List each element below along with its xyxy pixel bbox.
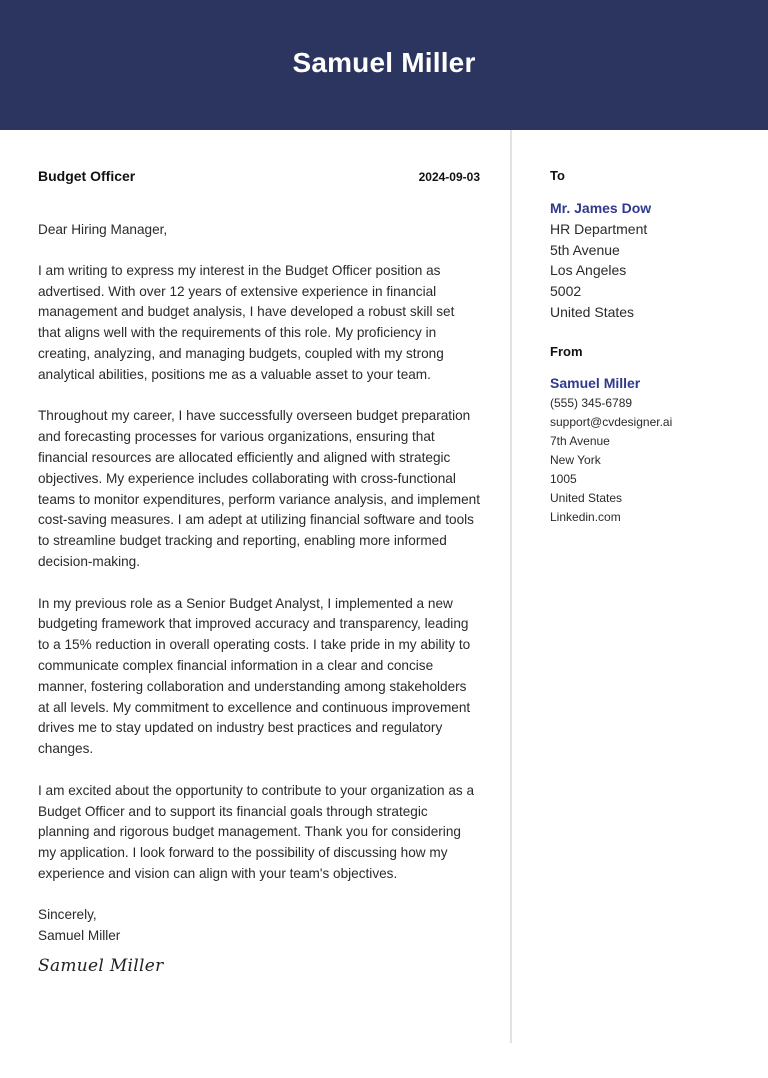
applicant-name-heading: Samuel Miller: [292, 47, 476, 78]
paragraph-1: I am writing to express my interest in the Budget Officer position as advertised. With over 12 years of extensive experience in financial management and budget analysis, I have developed a robust skill set that aligns well with the requirements of this role. My proficiency in creating, analyzing, and managing budgets, coupled with my strong analytical abilities, positions me as a valuable asset to your team.: [38, 262, 455, 382]
sender-street: 7th Avenue: [550, 433, 610, 448]
recipient-country: United States: [550, 303, 635, 320]
letter-date: 2024-09-03: [418, 170, 480, 184]
handwritten-signature: Samuel Miller: [38, 956, 164, 977]
paragraph-3: In my previous role as a Senior Budget Analyst, I implemented a new budgeting framework that improved accuracy and transparency, leading to a 15% reduction in overall operating costs. I take pride in my ability to communicate complex financial information in a clear and concise manner, fostering collaboration and understanding among stakeholders at all levels. My commitment to excellence and continuous improvement drives me to stay updated on industry best practices and regulatory changes.: [38, 595, 471, 757]
sender-linkedin-link[interactable]: Linkedin.com: [550, 509, 621, 524]
recipient-street: 5th Avenue: [550, 241, 620, 258]
recipient-block: [550, 168, 750, 323]
sender-email[interactable]: support@cvdesigner.ai: [550, 414, 673, 429]
closing-block: [38, 905, 480, 947]
sender-city: New York: [550, 452, 601, 467]
recipient-name: Mr. James Dow: [550, 200, 652, 216]
column-divider: [510, 130, 512, 1043]
letter-text: [38, 220, 480, 885]
recipient-zip: 5002: [550, 283, 582, 300]
paragraph-2: Throughout my career, I have successfully overseen budget preparation and forecasting processes for various organizations, ensuring that financial resources are allocated efficiently and aligned with strategic objectives. My experience includes collaborating with cross-functional teams to monitor expenditures, perform variance analysis, and implement cost-saving measures. I am adept at utilizing financial software and tools to streamline budget tracking and reporting, enabling more informed decision-making.: [38, 408, 481, 569]
contact-sidebar: [550, 168, 750, 527]
sender-block: [550, 344, 750, 527]
header-banner: [0, 0, 768, 130]
letter-body: [38, 168, 480, 976]
sender-country: United States: [550, 490, 623, 505]
letter-topline: [38, 168, 480, 188]
recipient-label: To: [550, 168, 565, 183]
greeting: Dear Hiring Manager,: [38, 222, 168, 237]
paragraph-4: I am excited about the opportunity to contribute to your organization as a Budget Officer and to support its financial goals through strategic planning and rigorous budget management. Thank you for considering my application. I look forward to the possibility of discussing how my experience and vision can align with your team's objectives.: [38, 782, 475, 881]
recipient-city: Los Angeles: [550, 262, 627, 279]
recipient-department: HR Department: [550, 220, 648, 237]
closing-name: Samuel Miller: [38, 927, 121, 943]
sender-phone[interactable]: (555) 345-6789: [550, 395, 633, 410]
closing-phrase: Sincerely,: [38, 906, 97, 922]
job-title: Budget Officer: [38, 168, 136, 184]
sender-zip: 1005: [550, 471, 577, 486]
sender-label: From: [550, 343, 583, 359]
sender-name: Samuel Miller: [550, 374, 641, 391]
